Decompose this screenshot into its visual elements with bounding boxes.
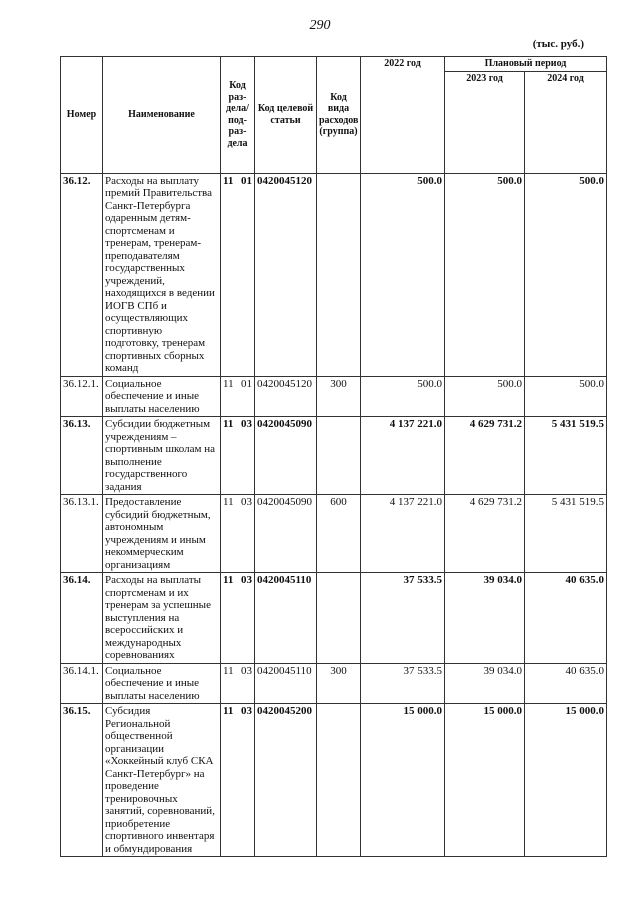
header-target: Код целевой статьи [255, 57, 317, 174]
row-number: 36.12.1. [61, 376, 103, 417]
table-row [61, 417, 607, 495]
row-value-2024: 500.0 [525, 376, 607, 417]
row-subsection-code: 03 [241, 418, 252, 430]
table-row [61, 495, 607, 573]
row-value-2024: 5 431 519.5 [525, 417, 607, 495]
row-value-2023: 4 629 731.2 [445, 495, 525, 573]
row-section [221, 573, 255, 664]
header-name: Наименование [103, 57, 221, 174]
row-value-2022: 4 137 221.0 [361, 417, 445, 495]
row-expense-type [317, 417, 361, 495]
header-2024: 2024 год [525, 71, 607, 173]
row-subsection-code: 03 [241, 664, 252, 677]
header-2022: 2022 год [361, 57, 445, 174]
row-target: 0420045110 [255, 663, 317, 704]
row-section-code: 11 [223, 496, 234, 508]
row-target: 0420045090 [255, 495, 317, 573]
row-value-2023: 39 034.0 [445, 663, 525, 704]
row-section-code: 11 [223, 174, 234, 187]
header-2023: 2023 год [445, 71, 525, 173]
row-section [221, 417, 255, 495]
table-row [61, 173, 607, 376]
row-value-2022: 4 137 221.0 [361, 495, 445, 573]
row-expense-type: 600 [317, 495, 361, 573]
table-row [61, 663, 607, 704]
row-number: 36.15. [61, 704, 103, 857]
unit-label: (тыс. руб.) [532, 38, 584, 50]
row-name: Расходы на выплаты спортсменам и их тренерам за успешные выступления на всероссийских и международных соревнованиях [103, 573, 221, 664]
header-number: Номер [61, 57, 103, 174]
row-target: 0420045120 [255, 376, 317, 417]
row-name: Предоставление субсидий бюджетным, автономным учреждениям и иным некоммерческим организациям [103, 495, 221, 573]
row-expense-type: 300 [317, 376, 361, 417]
row-target: 0420045090 [255, 417, 317, 495]
row-expense-type [317, 704, 361, 857]
row-section [221, 173, 255, 376]
row-section-code: 11 [223, 418, 234, 430]
row-section [221, 663, 255, 704]
row-number: 36.13.1. [61, 495, 103, 573]
row-number: 36.14.1. [61, 663, 103, 704]
row-value-2022: 37 533.5 [361, 663, 445, 704]
row-value-2024: 40 635.0 [525, 573, 607, 664]
row-value-2023: 500.0 [445, 173, 525, 376]
row-section [221, 495, 255, 573]
row-value-2022: 15 000.0 [361, 704, 445, 857]
row-name: Социальное обеспечение и иные выплаты населению [103, 663, 221, 704]
row-value-2023: 39 034.0 [445, 573, 525, 664]
row-subsection-code: 01 [241, 377, 252, 390]
row-subsection-code: 01 [241, 174, 252, 187]
row-value-2024: 40 635.0 [525, 663, 607, 704]
row-value-2023: 500.0 [445, 376, 525, 417]
row-section-code: 11 [223, 705, 234, 717]
row-number: 36.13. [61, 417, 103, 495]
row-target: 0420045200 [255, 704, 317, 857]
header-section: Код раз-дела/ под-раз-дела [221, 57, 255, 174]
row-expense-type [317, 573, 361, 664]
table-body [61, 173, 607, 857]
row-expense-type [317, 173, 361, 376]
table-row [61, 704, 607, 857]
row-section-code: 11 [223, 574, 234, 586]
row-target: 0420045110 [255, 573, 317, 664]
row-section-code: 11 [223, 664, 234, 677]
row-value-2022: 37 533.5 [361, 573, 445, 664]
row-value-2023: 15 000.0 [445, 704, 525, 857]
row-target: 0420045120 [255, 173, 317, 376]
row-name: Социальное обеспечение и иные выплаты населению [103, 376, 221, 417]
row-section [221, 376, 255, 417]
row-number: 36.12. [61, 173, 103, 376]
row-number: 36.14. [61, 573, 103, 664]
table-row [61, 573, 607, 664]
row-section [221, 704, 255, 857]
row-value-2024: 15 000.0 [525, 704, 607, 857]
row-name: Субсидии бюджетным учреждениям – спортивным школам на выполнение государственного задания [103, 417, 221, 495]
header-planning: Плановый период [445, 57, 607, 72]
row-subsection-code: 03 [241, 574, 252, 586]
row-value-2022: 500.0 [361, 376, 445, 417]
row-value-2023: 4 629 731.2 [445, 417, 525, 495]
row-subsection-code: 03 [241, 496, 252, 508]
page-number: 290 [309, 18, 331, 33]
row-value-2024: 500.0 [525, 173, 607, 376]
row-subsection-code: 03 [241, 705, 252, 717]
row-name: Расходы на выплату премий Правительства Санкт-Петербурга одаренным детям-спортсменам и тренерам, тренерам-преподавателям государственных учреждений, находящихся в ведении ИОГВ СПб и осуществляющих спортивную подготовку, тренерам спортивных сборных команд [103, 173, 221, 376]
row-value-2022: 500.0 [361, 173, 445, 376]
header-expense-type: Код вида расходов (группа) [317, 57, 361, 174]
row-section-code: 11 [223, 377, 234, 390]
row-name: Субсидия Региональной общественной организации «Хоккейный клуб СКА Санкт-Петербург» на проведение тренировочных занятий, соревнований, приобретение спортивного инвентаря и обмундирования [103, 704, 221, 857]
budget-table [60, 56, 607, 857]
row-value-2024: 5 431 519.5 [525, 495, 607, 573]
row-expense-type: 300 [317, 663, 361, 704]
table-row [61, 376, 607, 417]
